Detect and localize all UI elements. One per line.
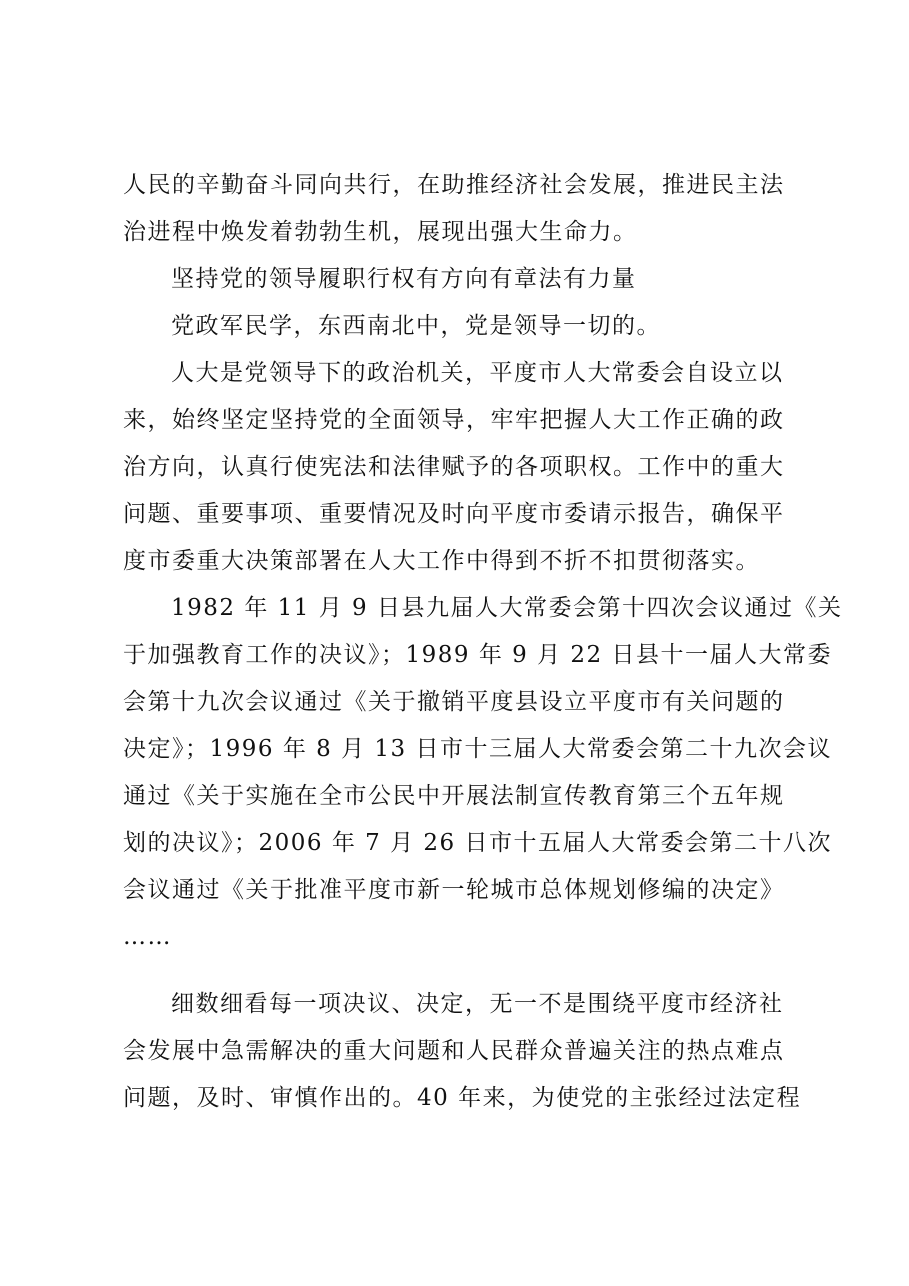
text-line: 人民的辛勤奋斗同向共行，在助推经济社会发展，推进民主法 xyxy=(123,172,785,198)
text-line: 人大是党领导下的政治机关，平度市人大常委会自设立以 xyxy=(171,360,784,386)
text-line: 来，始终坚定坚持党的全面领导，牢牢把握人大工作正确的政 xyxy=(123,407,785,433)
text-line: 问题、重要事项、重要情况及时向平度市委请示报告，确保平 xyxy=(123,501,785,527)
ellipsis-line: …… xyxy=(123,924,172,950)
text-line: 度市委重大决策部署在人大工作中得到不折不扣贯彻落实。 xyxy=(123,548,760,574)
text-line: 于加强教育工作的决议》；1989 年 9 月 22 日县十一届人大常委 xyxy=(123,642,832,668)
text-line: 划的决议》；2006 年 7 月 26 日市十五届人大常委会第二十八次 xyxy=(123,830,832,856)
paragraph-spacer xyxy=(123,961,799,981)
text-line: 问题，及时、审慎作出的。40 年来，为使党的主张经过法定程 xyxy=(123,1085,802,1111)
paragraph-resolutions xyxy=(123,585,843,961)
text-line: 1982 年 11 月 9 日县九届人大常委会第十四次会议通过《关 xyxy=(171,595,843,621)
text-line: 细数细看每一项决议、决定，无一不是围绕平度市经济社 xyxy=(171,991,784,1017)
text-line: 治进程中焕发着勃勃生机，展现出强大生命力。 xyxy=(123,219,638,245)
heading-line: 坚持党的领导履职行权有方向有章法有力量 xyxy=(171,266,637,292)
paragraph-continuation xyxy=(123,162,799,256)
paragraph-lead xyxy=(123,303,799,350)
text-line: 决定》；1996 年 8 月 13 日市十三届人大常委会第二十九次会议 xyxy=(123,736,832,762)
text-line: 通过《关于实施在全市公民中开展法制宣传教育第三个五年规 xyxy=(123,783,785,809)
text-line: 治方向，认真行使宪法和法律赋予的各项职权。工作中的重大 xyxy=(123,454,785,480)
text-line: 会议通过《关于批准平度市新一轮城市总体规划修编的决定》 xyxy=(123,877,785,903)
paragraph-leadership xyxy=(123,350,799,585)
text-line: 会第十九次会议通过《关于撤销平度县设立平度市有关问题的 xyxy=(123,689,785,715)
text-line: 会发展中急需解决的重大问题和人民群众普遍关注的热点难点 xyxy=(123,1038,785,1064)
text-line: 党政军民学，东西南北中，党是领导一切的。 xyxy=(171,313,661,339)
document-body xyxy=(123,162,843,1122)
section-heading xyxy=(123,256,799,303)
paragraph-review xyxy=(123,981,802,1122)
